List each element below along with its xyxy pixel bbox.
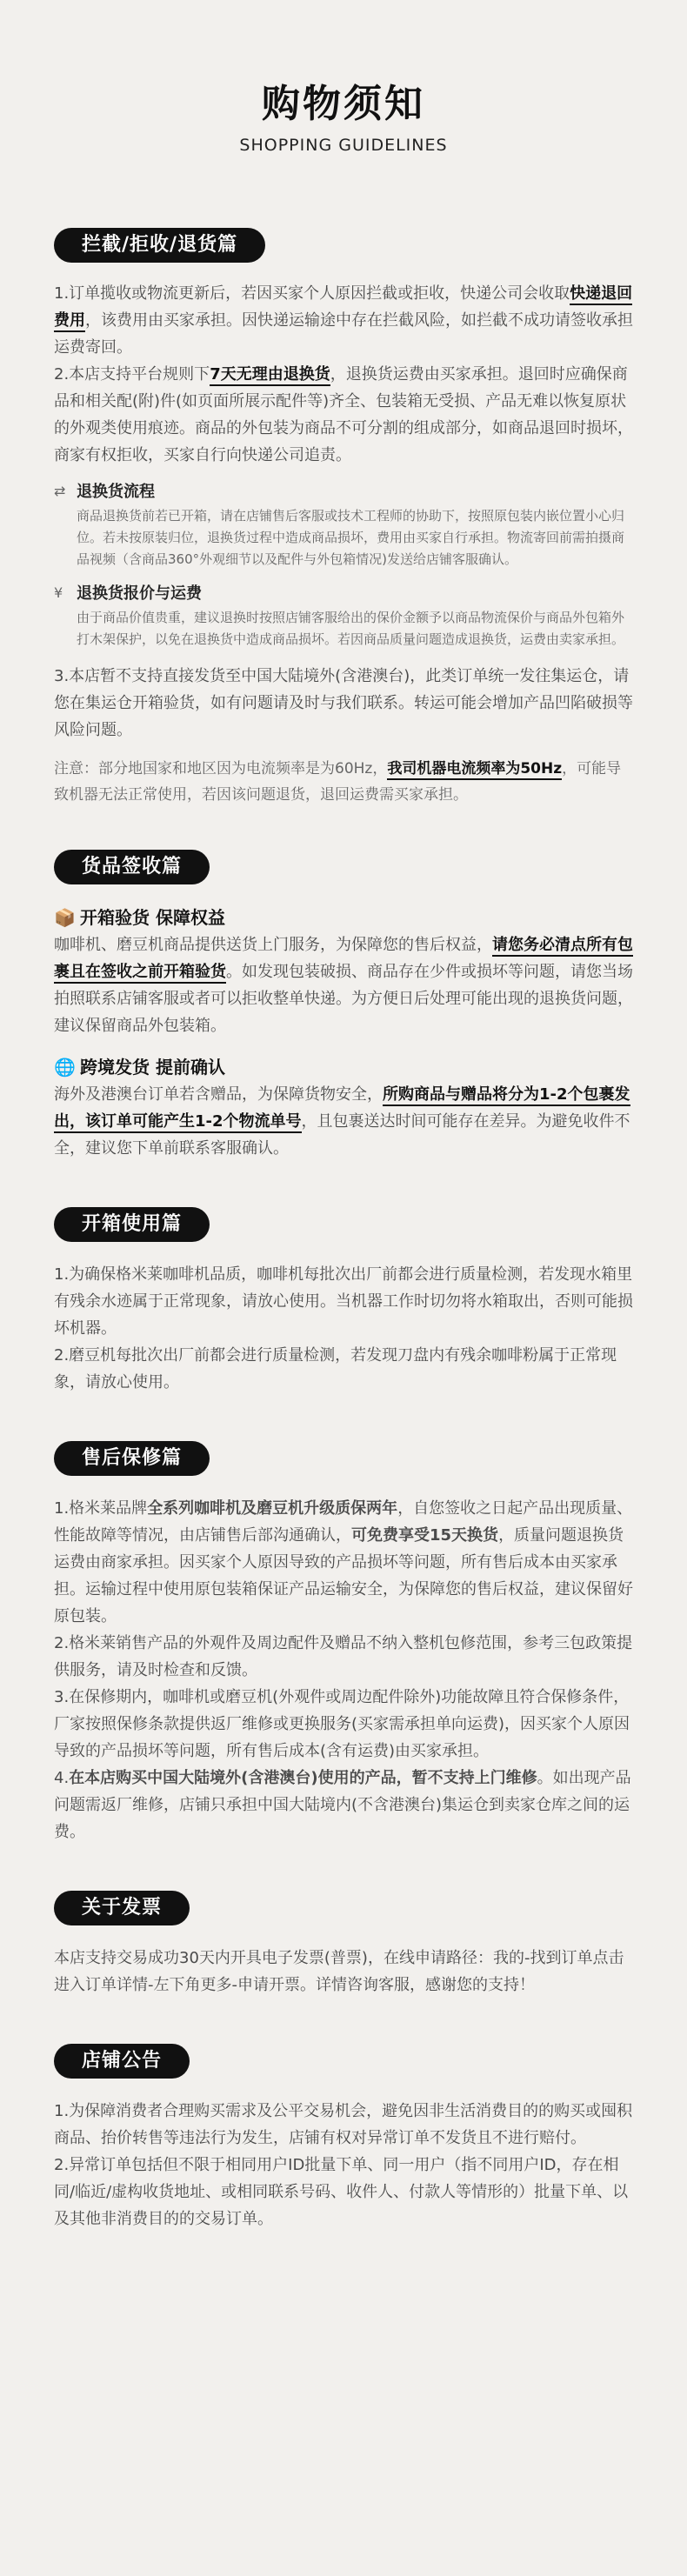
- section-title-warranty: 售后保修篇: [54, 1441, 210, 1476]
- return-process-icon: ⇄: [54, 483, 66, 499]
- section-returns: [0, 219, 687, 808]
- return-fee-text: 由于商品价值贵重，建议退换时按照店铺客服给出的保价金额予以商品物流保价与商品外包箱外打木架保护，以免在退换货中造成商品损坏。若因商品质量问题造成退换货，运费由卖家承担。: [77, 610, 625, 647]
- returns-note: 注意：部分地国家和地区因为电流频率是为60Hz，我司机器电流频率为50Hz，可能导致机器无法正常使用，若因该问题退货，退回运费需买家承担。: [54, 760, 622, 804]
- unboxing-para-2: 2.磨豆机每批次出厂前都会进行质量检测，若发现刀盘内有残余咖啡粉属于正常现象，请放心使用。: [54, 1346, 617, 1391]
- returns-para-2: 2.本店支持平台规则下7天无理由退换货，退换货运费由买家承担。退回时应确保商品和相关配(附)件(如页面所展示配件等)齐全、包装箱无受损、产品无难以恢复原状的外观类使用痕迹。商品的外包装为商品不可分割的组成部分，如商品退回时损坏，商家有权拒收，买家自行向快递公司追责。: [54, 365, 633, 464]
- return-process-title: 退换货流程: [77, 483, 155, 501]
- section-title-unboxing: 开箱使用篇: [54, 1207, 210, 1242]
- section-invoice: [0, 1882, 687, 1999]
- warranty-para-1: 1.格米莱品牌全系列咖啡机及磨豆机升级质保两年，自您签收之日起产品出现质量、性能故障等情况，由店铺售后部沟通确认，可免费享受15天换货，质量问题退换货运费由商家承担。因买家个人原因导致的产品损坏等问题，所有售后成本由买家承担。运输过程中使用原包装箱保证产品运输安全，为保障您的售后权益，建议保留好原包装。: [54, 1499, 633, 1625]
- warranty-para-3: 3.在保修期内，咖啡机或磨豆机(外观件或周边配件除外)功能故障且符合保修条件，厂家按照保修条款提供返厂维修或更换服务(买家需承担单向运费)，因买家个人原因导致的产品损坏等问题，所有售后成本(含有运费)由买家承担。: [54, 1688, 630, 1760]
- yen-icon: ¥: [54, 584, 63, 601]
- returns-para-3: 3.本店暂不支持直接发货至中国大陆境外(含港澳台)，此类订单统一发往集运仓，请您在集运仓开箱验货，如有问题请及时与我们联系。转运可能会增加产品凹陷破损等风险问题。: [54, 667, 633, 739]
- receipt-para-2: 海外及港澳台订单若含赠品，为保障货物安全，所购商品与赠品将分为1-2个包裹发出，该订单可能产生1-2个物流单号，且包裹送达时间可能存在差异。为避免收件不全，建议您下单前联系客服确认。: [54, 1085, 630, 1158]
- box-icon: 📦: [54, 907, 76, 928]
- notice-para-2: 2.异常订单包括但不限于相同用户ID批量下单、同一用户（指不同用户ID，存在相同/临近/虚构收货地址、或相同联系号码、收件人、付款人等情形的）批量下单、以及其他非消费目的的交易订单。: [54, 2156, 629, 2228]
- unboxing-para-1: 1.为确保格米莱咖啡机品质，咖啡机每批次出厂前都会进行质量检测，若发现水箱里有残余水迹属于正常现象，请放心使用。当机器工作时切勿将水箱取出，否则可能损坏机器。: [54, 1265, 633, 1338]
- notice-para-1: 1.为保障消费者合理购买需求及公平交易机会，避免因非生活消费目的的购买或囤积商品、抬价转售等违法行为发生，店铺有权对异常订单不发货且不进行赔付。: [54, 2102, 633, 2147]
- section-unboxing: [0, 1198, 687, 1396]
- receipt-heading-1: 开箱验货 保障权益: [80, 907, 225, 928]
- section-warranty: [0, 1432, 687, 1845]
- page-subtitle: SHOPPING GUIDELINES: [239, 136, 448, 155]
- section-receipt: [0, 841, 687, 1162]
- page-title: 购物须知: [262, 82, 425, 126]
- returns-para-1: 1.订单揽收或物流更新后，若因买家个人原因拦截或拒收，快递公司会收取快递退回费用，该费用由买家承担。因快递运输途中存在拦截风险，如拦截不成功请签收承担运费寄回。: [54, 284, 633, 357]
- globe-icon: 🌐: [54, 1057, 76, 1078]
- section-title-returns: 拦截/拒收/退货篇: [54, 228, 265, 263]
- return-fee-title: 退换货报价与运费: [77, 584, 202, 603]
- section-notice: [0, 2035, 687, 2232]
- warranty-para-2: 2.格米莱销售产品的外观件及周边配件及赠品不纳入整机包修范围，参考三包政策提供服务，请及时检查和反馈。: [54, 1634, 633, 1679]
- section-title-invoice: 关于发票: [54, 1891, 190, 1925]
- receipt-heading-2: 跨境发货 提前确认: [80, 1057, 225, 1078]
- invoice-para: 本店支持交易成功30天内开具电子发票(普票)，在线申请路径：我的-找到订单点击进入订单详情-左下角更多-申请开票。详情咨询客服，感谢您的支持！: [54, 1949, 624, 1994]
- return-process-block: [54, 481, 633, 571]
- return-process-text: 商品退换货前若已开箱，请在店铺售后客服或技术工程师的协助下，按照原包装内嵌位置小心归位。若未按原装归位，退换货过程中造成商品损坏，费用由买家自行承担。物流寄回前需拍摄商品视频（含商品360°外观细节以及配件与外包箱情况)发送给店铺客服确认。: [77, 508, 625, 567]
- warranty-para-4: 4.在本店购买中国大陆境外(含港澳台)使用的产品，暂不支持上门维修。如出现产品问题需返厂维修，店铺只承担中国大陆境内(不含港澳台)集运仓到卖家仓库之间的运费。: [54, 1769, 631, 1841]
- section-title-notice: 店铺公告: [54, 2044, 190, 2079]
- receipt-para-1: 咖啡机、磨豆机商品提供送货上门服务，为保障您的售后权益，请您务必清点所有包裹且在签收之前开箱验货。如发现包装破损、商品存在少件或损坏等问题，请您当场拍照联系店铺客服或者可以拒收整单快递。为方便日后处理可能出现的退换货问题，建议保留商品外包装箱。: [54, 936, 633, 1035]
- page-header: [0, 0, 687, 155]
- section-title-receipt: 货品签收篇: [54, 850, 210, 884]
- return-fee-block: [54, 583, 633, 651]
